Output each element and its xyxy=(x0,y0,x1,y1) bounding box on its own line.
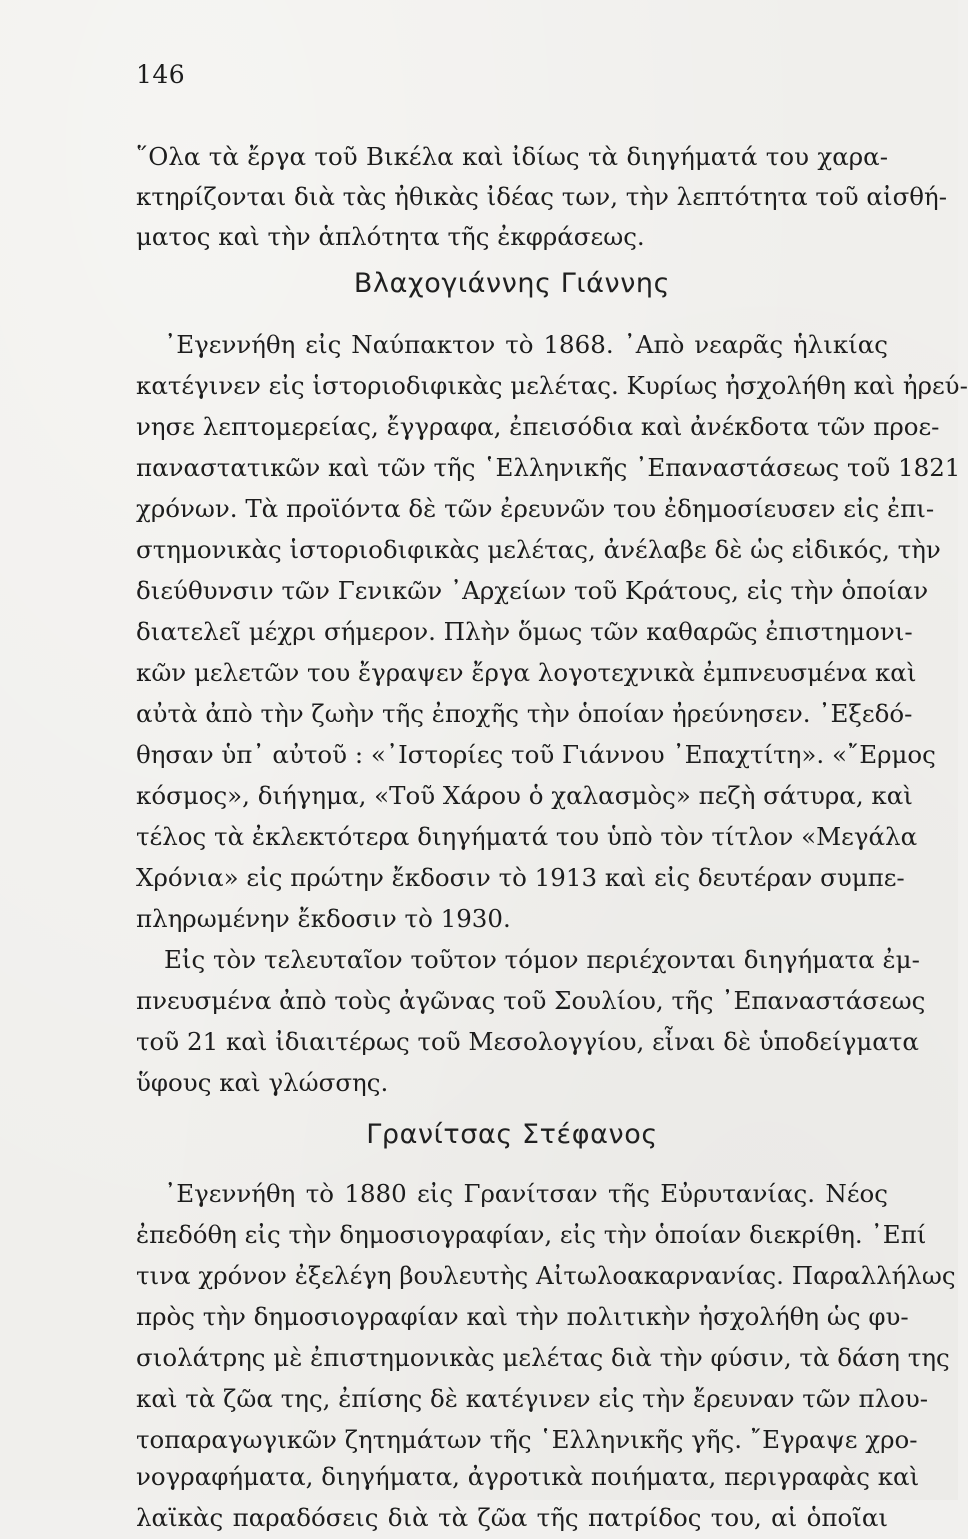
section-heading-vlachogiannis: Βλαχογιάννης Γιάννης xyxy=(353,268,671,299)
section2-line-8: νογραφήματα, διηγήματα, ἀγροτικὰ ποιήματα, περιγραφὰς καὶ xyxy=(136,1462,920,1491)
section2-line-2: ἐπεδόθη εἰς τὴν δημοσιογραφίαν, εἰς τὴν ὁποίαν διεκρίθη. ᾿Επί xyxy=(136,1220,927,1249)
section1-line-19: ὕφους καὶ γλώσσης. xyxy=(136,1068,389,1097)
section1-line-11: θησαν ὑπ᾿ αὐτοῦ : «᾿Ιστορίες τοῦ Γιάννου ᾿Επαχτίτη». «῎Ερμος xyxy=(136,740,936,769)
page-number: 146 xyxy=(136,60,186,89)
section2-line-9: λαϊκὰς παραδόσεις διὰ τὰ ζῶα τῆς πατρίδος του, αἱ ὁποῖαι xyxy=(136,1503,888,1532)
section2-line-6: καὶ τὰ ζῶα της, ἐπίσης δὲ κατέγινεν εἰς τὴν ἔρευναν τῶν πλου- xyxy=(136,1384,929,1413)
intro-line-1: ῞Ολα τὰ ἔργα τοῦ Βικέλα καὶ ἰδίως τὰ διηγήματά του χαρα- xyxy=(136,142,888,171)
section1-line-14: Χρόνια» εἰς πρώτην ἔκδοσιν τὸ 1913 καὶ εἰς δευτέραν συμπε- xyxy=(136,863,905,892)
section1-line-8: διατελεῖ μέχρι σήμερον. Πλὴν ὅμως τῶν καθαρῶς ἐπιστημονι- xyxy=(136,617,913,646)
section1-line-9: κῶν μελετῶν του ἔγραψεν ἔργα λογοτεχνικὰ ἐμπνευσμένα καὶ xyxy=(136,658,917,687)
section1-line-3: νησε λεπτομερείας, ἔγγραφα, ἐπεισόδια καὶ ἀνέκδοτα τῶν προε- xyxy=(136,412,940,441)
section2-line-5: σιολάτρης μὲ ἐπιστημονικὰς μελέτας διὰ τὴν φύσιν, τὰ δάση της xyxy=(136,1343,950,1372)
section1-line-7: διεύθυνσιν τῶν Γενικῶν ᾿Αρχείων τοῦ Κράτους, εἰς τὴν ὁποίαν xyxy=(136,576,929,605)
section1-line-1: ᾿Εγεννήθη εἰς Ναύπακτον τὸ 1868. ᾿Απὸ νεαρᾶς ἡλικίας xyxy=(164,330,888,359)
section1-line-15: πληρωμένην ἔκδοσιν τὸ 1930. xyxy=(136,904,511,933)
section2-line-1: ᾿Εγεννήθη τὸ 1880 εἰς Γρανίτσαν τῆς Εὐρυτανίας. Νέος xyxy=(164,1179,888,1208)
section1-line-12: κόσμος», διήγημα, «Τοῦ Χάρου ὁ χαλασμὸς» πεζὴ σάτυρα, καὶ xyxy=(136,781,913,810)
section1-line-10: αὐτὰ ἀπὸ τὴν ζωὴν τῆς ἐποχῆς τὴν ὁποίαν ἠρεύνησεν. ᾿Εξεδό- xyxy=(136,699,913,728)
section1-line-17: πνευσμένα ἀπὸ τοὺς ἀγῶνας τοῦ Σουλίου, τῆς ᾿Επαναστάσεως xyxy=(136,986,926,1015)
section2-line-3: τινα χρόνον ἐξελέγη βουλευτὴς Αἰτωλοακαρνανίας. Παραλλήλως xyxy=(136,1261,956,1290)
section1-line-16: Εἰς τὸν τελευταῖον τοῦτον τόμον περιέχονται διηγήματα ἐμ- xyxy=(164,945,920,974)
section1-line-6: στημονικὰς ἱστοριοδιφικὰς μελέτας, ἀνέλαβε δὲ ὡς εἰδικός, τὴν xyxy=(136,535,941,564)
section1-line-18: τοῦ 21 καὶ ἰδιαιτέρως τοῦ Μεσολογγίου, εἶναι δὲ ὑποδείγματα xyxy=(136,1027,919,1056)
intro-line-2: κτηρίζονται διὰ τὰς ἠθικὰς ἰδέας των, τὴν λεπτότητα τοῦ αἰσθή- xyxy=(136,182,948,211)
section2-line-4: πρὸς τὴν δημοσιογραφίαν καὶ τὴν πολιτικὴν ἠσχολήθη ὡς φυ- xyxy=(136,1302,909,1331)
section-heading-granitsas: Γρανίτσας Στέφανος xyxy=(366,1119,658,1150)
section1-line-5: χρόνων. Τὰ προϊόντα δὲ τῶν ἐρευνῶν του ἐδημοσίευσεν εἰς ἐπι- xyxy=(136,494,935,523)
section1-line-2: κατέγινεν εἰς ἱστοριοδιφικὰς μελέτας. Κυρίως ἠσχολήθη καὶ ἠρεύ- xyxy=(136,371,968,400)
intro-line-3: ματος καὶ τὴν ἁπλότητα τῆς ἐκφράσεως. xyxy=(136,222,645,251)
section1-line-4: παναστατικῶν καὶ τῶν τῆς ῾Ελληνικῆς ᾿Επαναστάσεως τοῦ 1821 xyxy=(136,453,961,482)
section2-line-7: τοπαραγωγικῶν ζητημάτων τῆς ῾Ελληνικῆς γῆς. ῎Εγραψε χρο- xyxy=(136,1425,918,1454)
section1-line-13: τέλος τὰ ἐκλεκτότερα διηγήματά του ὑπὸ τὸν τίτλον «Μεγάλα xyxy=(136,822,918,851)
